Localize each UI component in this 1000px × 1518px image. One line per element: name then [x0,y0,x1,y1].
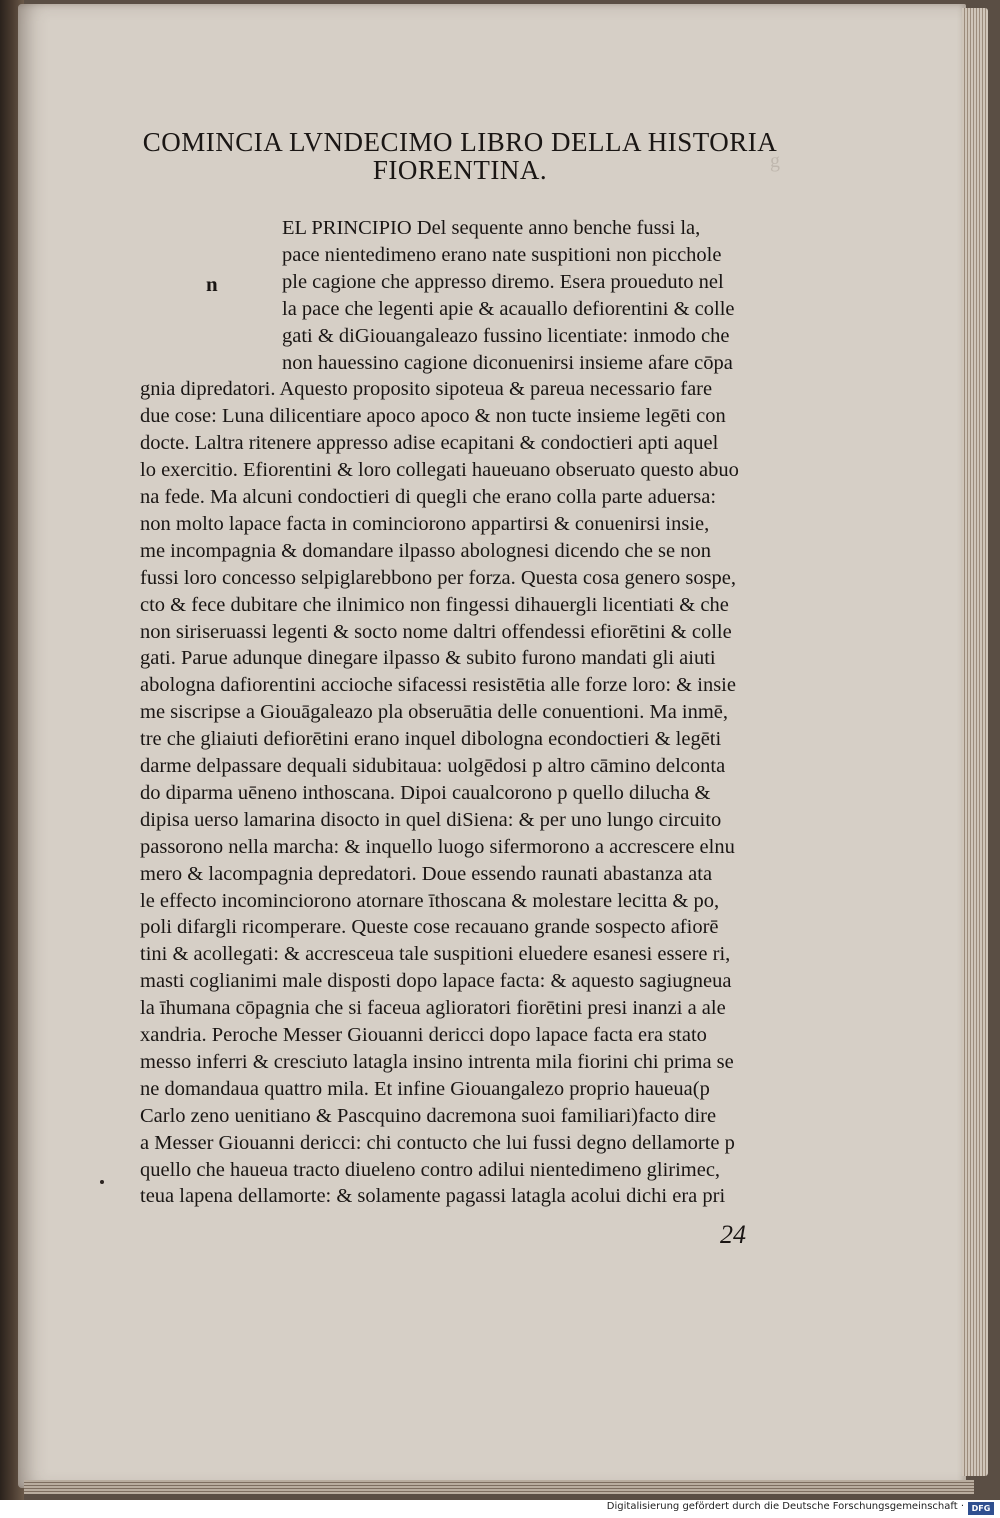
text-line: tini & acollegati: & accresceua tale suspitioni eluedere esanesi essere ri, [140,943,731,966]
page-edges [962,8,988,1476]
show-through: g [770,150,780,172]
text-line: darme delpassare dequali sidubitaua: uolgēdosi p altro cāmino delconta [140,755,726,777]
folio-number: 24 [720,1220,746,1249]
heading-line-2: FIORENTINA. [372,155,548,185]
dfg-logo: DFG [968,1502,994,1515]
text-line: a Messer Giouanni dericci: chi contucto che lui fussi degno dellamorte p [140,1131,735,1154]
text-line: non siriseruassi legenti & socto nome daltri offendessi efiorētini & colle [140,620,732,643]
text-line: pace nientedimeno erano nate suspitioni non picchole [282,243,722,266]
text-line: dipisa uerso lamarina disocto in quel diSiena: & per uno lungo circuito [140,808,722,831]
text-line: poli difargli ricomperare. Queste cose recauano grande sospecto afiorē [140,916,719,939]
text-line: Carlo zeno uenitiano & Pascquino dacremona suoi familiari)facto dire [140,1104,717,1127]
text-line: mero & lacompagnia depredatori. Doue essendo raunati abastanza ata [140,862,713,885]
initial-guide-letter: n [206,272,218,296]
text-line: me incompagnia & domandare ilpasso abolognesi dicendo che se non [140,539,711,562]
chapter-heading [120,128,800,184]
text-line: non molto lapace facta in cominciorono appartirsi & conuenirsi insie, [140,512,710,535]
text-line: passorono nella marcha: & inquello luogo sifermorono a accrescere elnu [140,835,735,858]
digitization-credit: Digitalisierung gefördert durch die Deutsche Forschungsgemeinschaft · [606,1501,964,1512]
bottom-page-edges [24,1480,974,1494]
text-line: docte. Laltra ritenere appresso adise ecapitani & condoctieri apti aquel [140,432,719,455]
text-line: abologna dafiorentini accioche sifacessi resistētia alle forze loro: & insie [140,674,736,697]
text-line: na fede. Ma alcuni condoctieri di quegli che erano colla parte aduersa: [140,486,717,508]
text-line: do diparma uēneno inthoscana. Dipoi caualcorono p quello dilucha & [140,781,711,804]
text-line: gati & diGiouangaleazo fussino licentiate: inmodo che [282,324,730,347]
text-line: xandria. Peroche Messer Giouanni dericci dopo lapace facta era stato [140,1024,707,1046]
text-line: quello che haueua tracto diueleno contro adilui nientedimeno glirimec, [140,1158,721,1181]
text-line: due cose: Luna dilicentiare apoco apoco & non tucte insieme legēti con [140,405,726,428]
text-line: ple cagione che appresso diremo. Esera proueduto nel [282,270,724,293]
text-line: messo inferri & cresciuto latagla insino intrenta mila fiorini chi prima se [140,1050,734,1073]
text-line: teua lapena dellamorte: & solamente pagassi latagla acolui dichi era pri [140,1185,726,1208]
text-line: lo exercitio. Efiorentini & loro collegati haueuano obseruato questo abuo [140,459,739,482]
text-line: EL PRINCIPIO Del sequente anno benche fussi la, [282,217,701,239]
text-line: me siscripse a Giouāgaleazo pla obseruātia delle conuentioni. Ma inmē, [140,701,729,724]
text-line: gnia dipredatori. Aquesto proposito sipoteua & pareua necessario fare [140,378,713,401]
text-line: la īhumana cōpagnia che si faceua aglioratori fiorētini presi inanzi a ale [140,997,726,1020]
text-line: gati. Parue adunque dinegare ilpasso & subito furono mandati gli aiuti [140,647,716,670]
heading-line-1: COMINCIA LVNDECIMO LIBRO DELLA HISTORIA [142,127,778,157]
text-line: la pace che legenti apie & acauallo defiorentini & colle [282,297,735,320]
ink-spot [100,1180,104,1184]
text-line: le effecto incominciorono atornare īthoscana & molestare lecitta & po, [140,889,720,912]
text-line: non hauessino cagione diconuenirsi insieme afare cōpa [282,351,733,374]
text-line: masti coglianimi male disposti dopo lapace facta: & aquesto sagiugneua [140,970,732,993]
text-line: ne domandaua quattro mila. Et infine Giouangalezo proprio haueua(p [140,1077,710,1100]
text-line: tre che gliaiuti defiorētini erano inquel dibologna econdoctieri & legēti [140,728,722,751]
text-line: cto & fece dubitare che ilnimico non fingessi dihauergli licentiati & che [140,593,729,616]
footer-bar [0,1500,1000,1518]
text-line: fussi loro concesso selpiglarebbono per forza. Questa cosa genero sospe, [140,566,737,589]
